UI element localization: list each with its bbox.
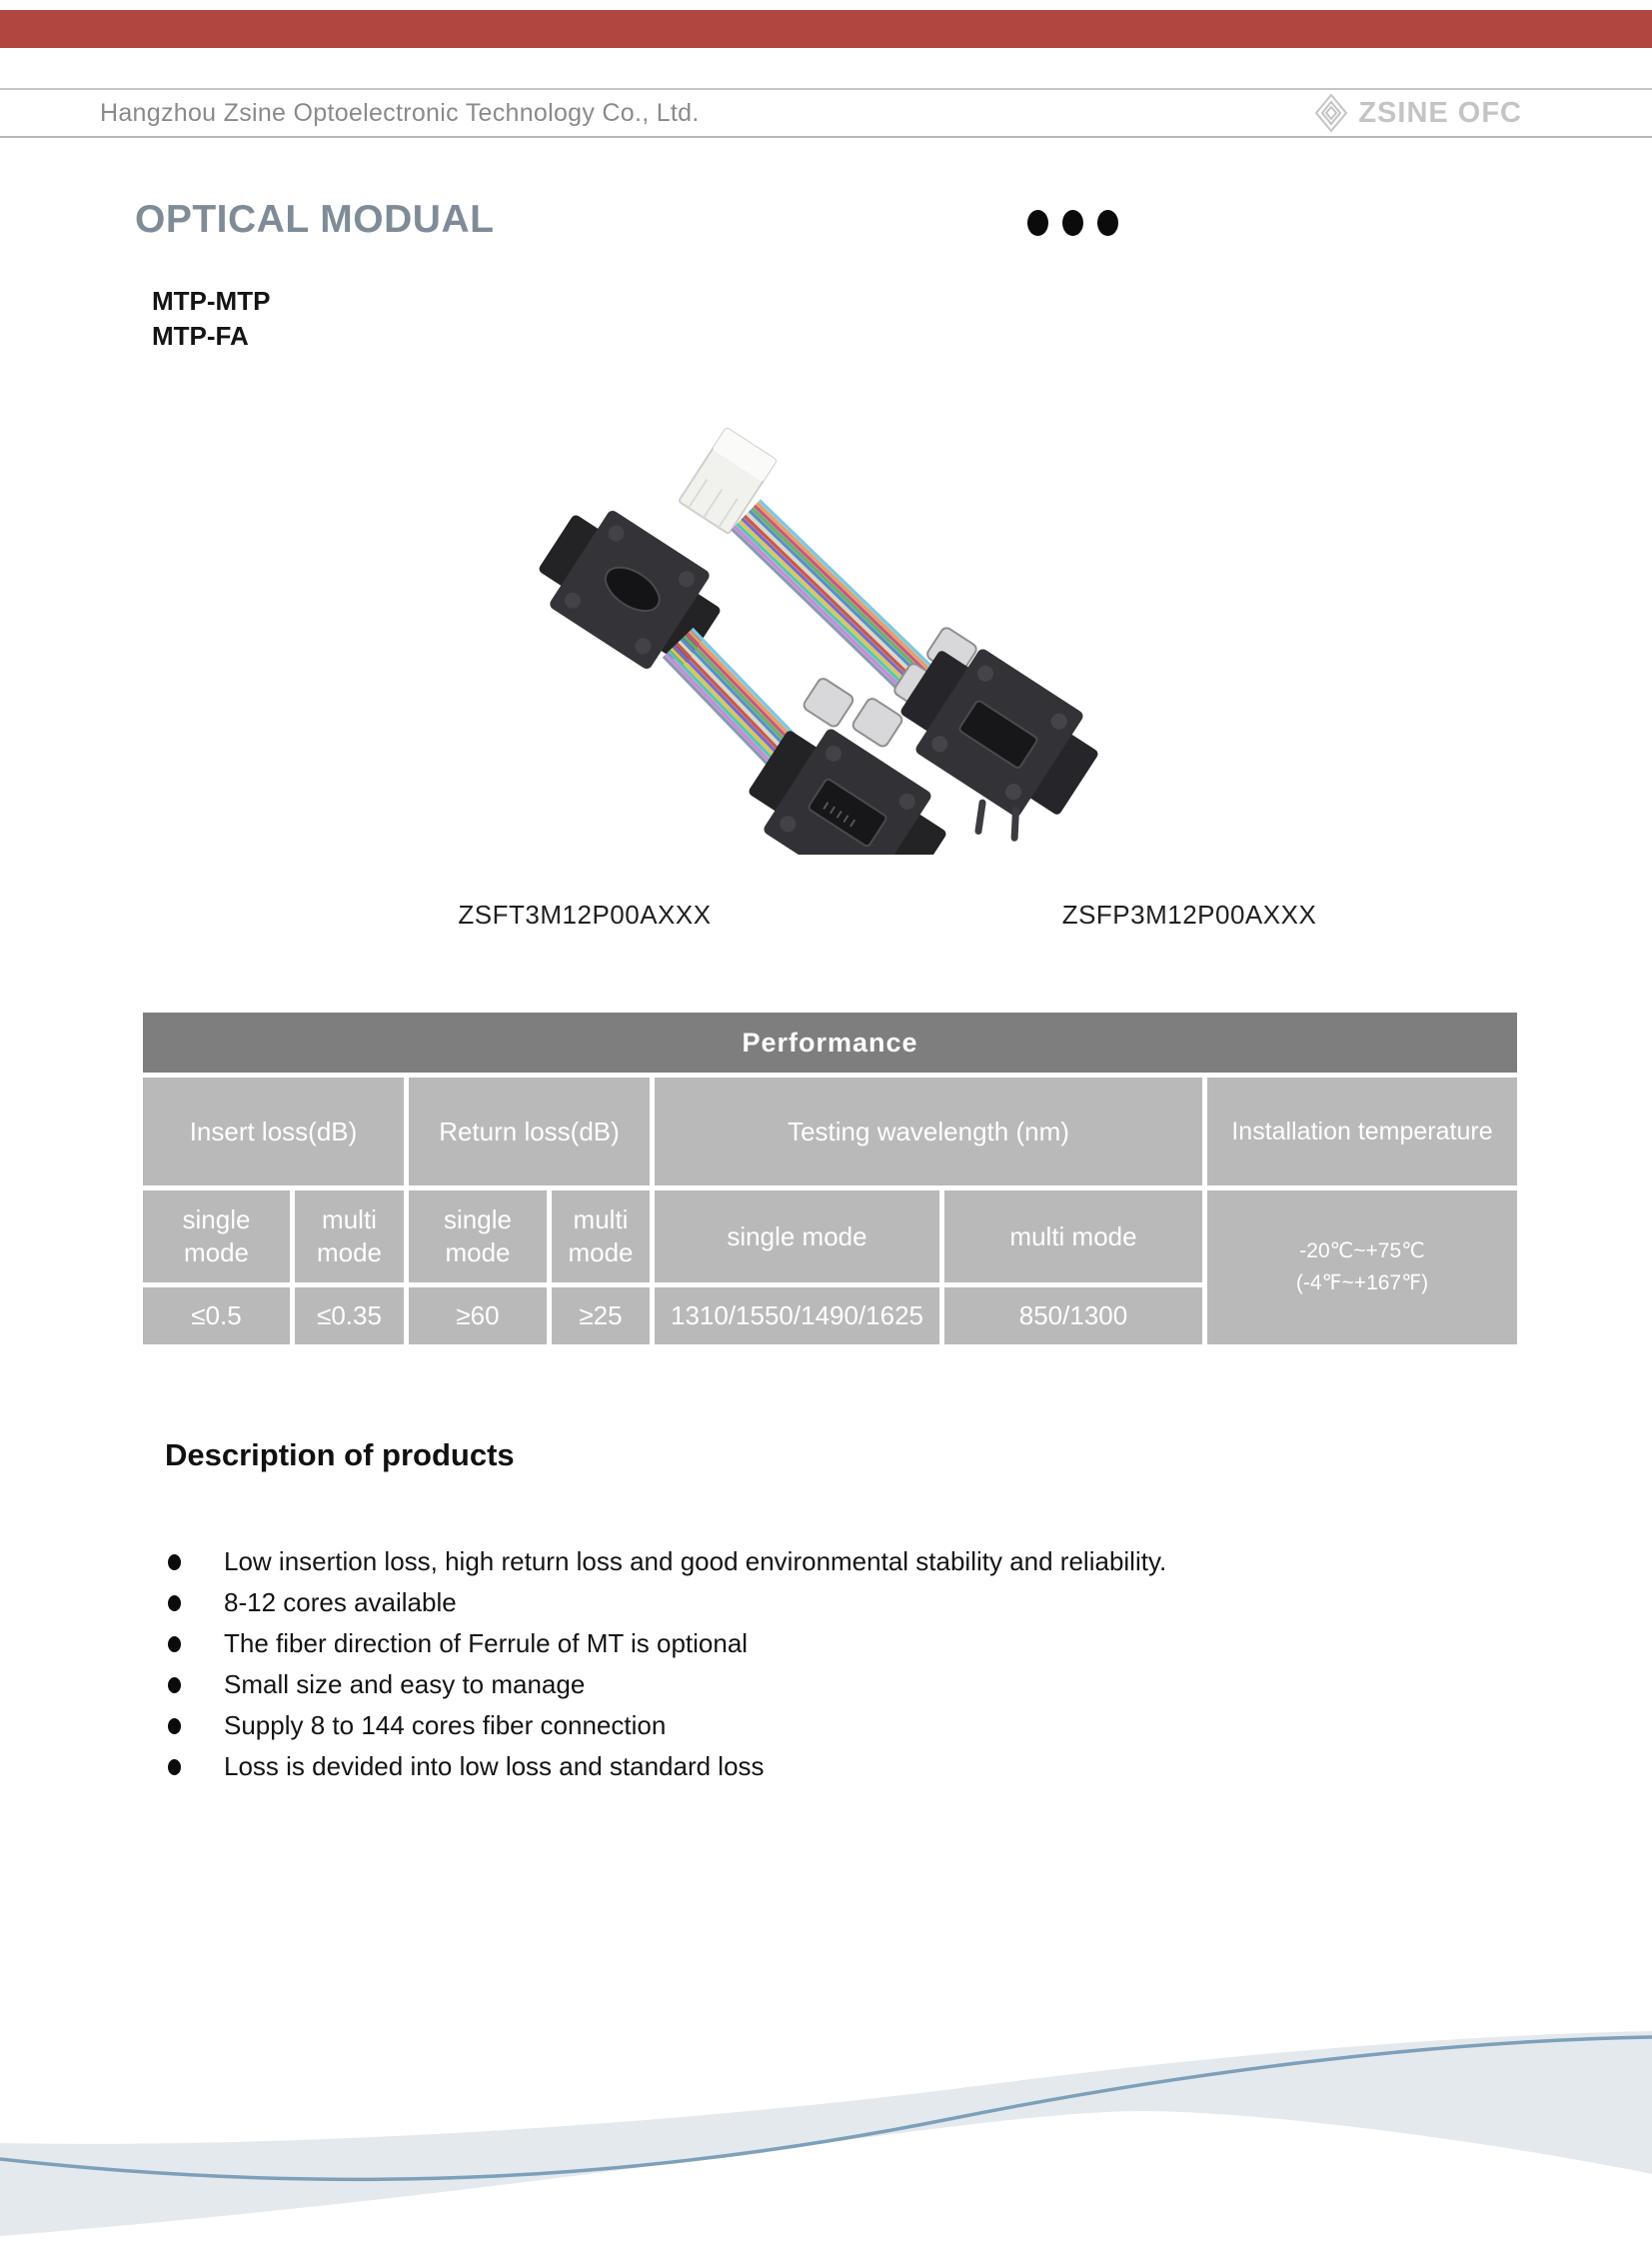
bullet-icon [168, 1595, 181, 1611]
top-accent-bar [0, 10, 1652, 48]
list-item [168, 1623, 1166, 1664]
temperature-fahrenheit: (-4℉~+167℉) [1295, 1271, 1429, 1294]
subheader-cell: single mode [655, 1190, 939, 1282]
product-photo [480, 385, 1139, 860]
list-item [168, 1746, 1166, 1787]
list-item [168, 1582, 1166, 1623]
list-item-text: 8-12 cores available [224, 1587, 457, 1617]
diamond-logo-icon [1314, 93, 1348, 133]
bullet-icon [168, 1759, 181, 1775]
product-code-right: ZSFP3M12P00AXXX [1061, 900, 1317, 930]
footer-wave [0, 1983, 1652, 2243]
bullet-icon [168, 1677, 181, 1693]
company-name: Hangzhou Zsine Optoelectronic Technology Co., Ltd. [100, 98, 700, 127]
list-item [168, 1705, 1166, 1746]
page-header [0, 88, 1652, 138]
performance-table [143, 1013, 1517, 1344]
subheader-cell: single mode [409, 1190, 547, 1282]
value-cell: ≤0.5 [143, 1287, 290, 1344]
logo-text: ZSINE OFC [1358, 96, 1522, 129]
subheader-cell: single mode [143, 1190, 290, 1282]
model-names [152, 284, 270, 354]
product-photo-drawing [480, 385, 1139, 855]
col-header-insert-loss: Insert loss(dB) [143, 1078, 404, 1185]
list-item-text: Low insertion loss, high return loss and good environmental stability and reliability. [224, 1546, 1167, 1576]
subheader-cell: multi mode [944, 1190, 1202, 1282]
brand-logo [1314, 93, 1522, 133]
list-item-text: Loss is devided into low loss and standard loss [224, 1751, 765, 1781]
col-header-testing-wavelength: Testing wavelength (nm) [655, 1078, 1202, 1185]
col-header-installation-temperature: Installation temperature [1207, 1078, 1517, 1185]
value-cell: 850/1300 [944, 1287, 1202, 1344]
model-line-2: MTP-FA [152, 321, 249, 351]
dot-icon [1062, 210, 1083, 236]
value-cell: ≥60 [409, 1287, 547, 1344]
dot-icon [1027, 210, 1048, 236]
bullet-icon [168, 1718, 181, 1734]
description-list [168, 1541, 1166, 1787]
subheader-cell: multi mode [295, 1190, 404, 1282]
footer-wave-band [0, 2031, 1652, 2236]
model-line-1: MTP-MTP [152, 286, 271, 316]
page-title: OPTICAL MODUAL [135, 198, 495, 241]
value-cell: ≤0.35 [295, 1287, 404, 1344]
subheader-cell: multi mode [552, 1190, 650, 1282]
list-item [168, 1541, 1166, 1582]
bullet-icon [168, 1554, 181, 1570]
title-dots-icon [1027, 210, 1118, 236]
value-cell: ≥25 [552, 1287, 650, 1344]
description-heading: Description of products [165, 1437, 515, 1472]
list-item [168, 1664, 1166, 1705]
list-item-text: The fiber direction of Ferrule of MT is optional [224, 1628, 749, 1658]
product-code-left: ZSFT3M12P00AXXX [458, 900, 712, 930]
list-item-text: Supply 8 to 144 cores fiber connection [224, 1710, 667, 1740]
product-code-row [0, 900, 1652, 940]
value-cell: 1310/1550/1490/1625 [655, 1287, 939, 1344]
table-title: Performance [143, 1013, 1517, 1073]
temperature-celsius: -20℃~+75℃ [1299, 1239, 1425, 1262]
temperature-cell [1207, 1190, 1517, 1344]
list-item-text: Small size and easy to manage [224, 1669, 586, 1699]
dot-icon [1097, 210, 1118, 236]
col-header-return-loss: Return loss(dB) [409, 1078, 650, 1185]
bullet-icon [168, 1636, 181, 1652]
